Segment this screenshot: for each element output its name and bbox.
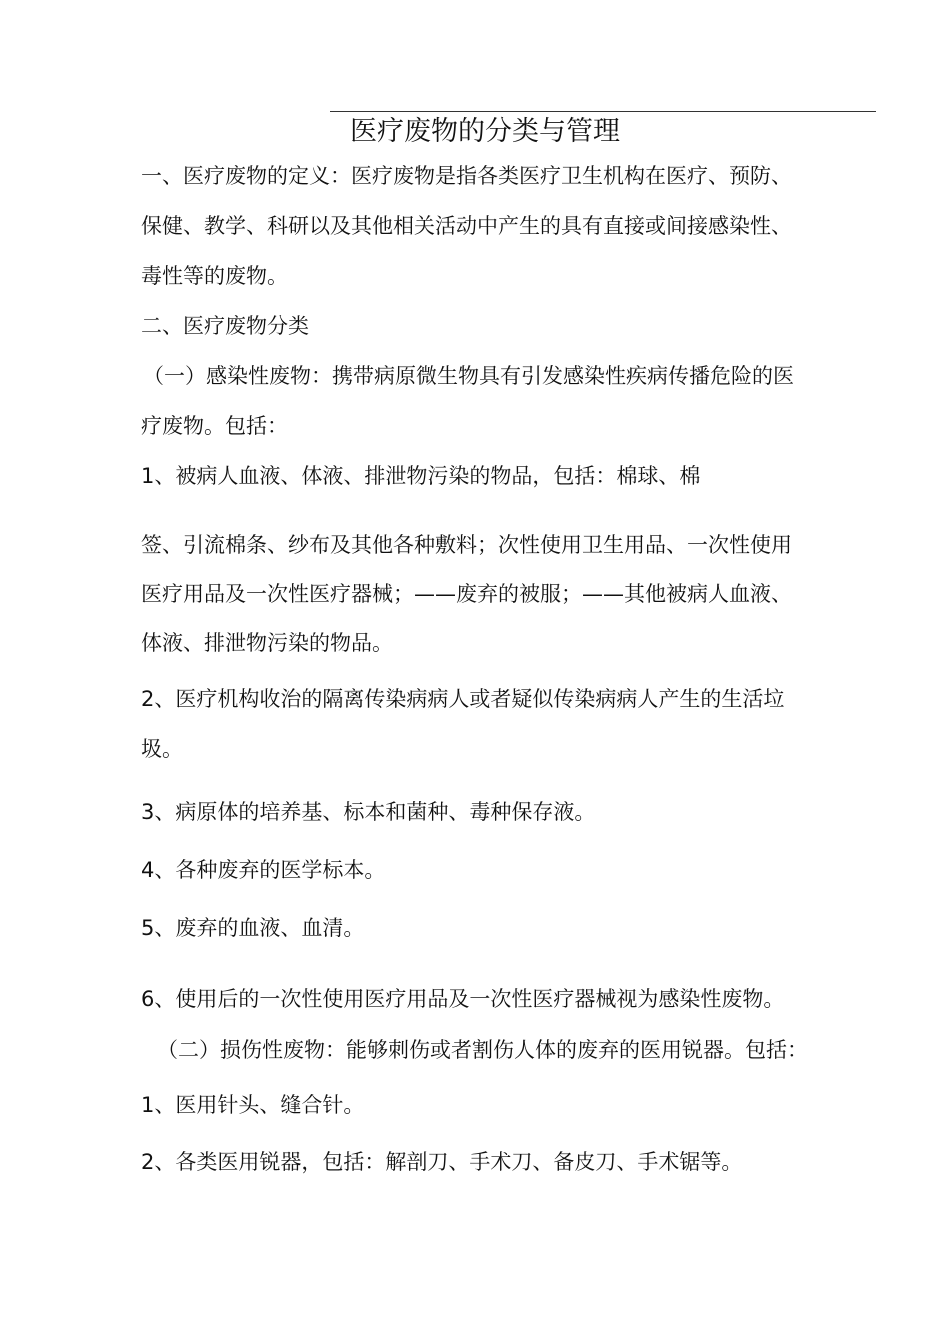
list-item-sharps-2: 2、各类医用锐器，包括：解剖刀、手术刀、备皮刀、手术锯等。 <box>141 1150 743 1174</box>
list-item-infectious-1b: 签、引流棉条、纱布及其他各种敷料；次性使用卫生用品、一次性使用 <box>141 533 792 557</box>
text-line-infectious-1: （一）感染性废物：携带病原微生物具有引发感染性疾病传播危险的医 <box>143 364 794 388</box>
list-item-infectious-5: 5、废弃的血液、血清。 <box>141 916 365 940</box>
list-item-infectious-6: 6、使用后的一次性使用医疗用品及一次性医疗器械视为感染性废物。 <box>141 987 785 1011</box>
text-line-definition-1: 一、医疗废物的定义：医疗废物是指各类医疗卫生机构在医疗、预防、 <box>141 164 792 188</box>
text-line-definition-3: 毒性等的废物。 <box>141 264 288 288</box>
list-item-infectious-2a: 2、医疗机构收治的隔离传染病病人或者疑似传染病病人产生的生活垃 <box>141 687 785 711</box>
document-title: 医疗废物的分类与管理 <box>350 116 620 147</box>
list-item-infectious-4: 4、各种废弃的医学标本。 <box>141 858 386 882</box>
text-line-infectious-2: 疗废物。包括： <box>141 414 288 438</box>
text-line-definition-2: 保健、教学、科研以及其他相关活动中产生的具有直接或间接感染性、 <box>141 214 792 238</box>
list-item-infectious-2b: 圾。 <box>141 737 183 761</box>
list-item-infectious-1d: 体液、排泄物污染的物品。 <box>141 631 393 655</box>
section-heading-classification: 二、医疗废物分类 <box>141 314 309 338</box>
list-item-sharps-1: 1、医用针头、缝合针。 <box>141 1093 365 1117</box>
list-item-infectious-1a: 1、被病人血液、体液、排泄物污染的物品，包括：棉球、棉 <box>141 464 701 488</box>
header-rule <box>330 111 876 112</box>
list-item-infectious-1c: 医疗用品及一次性医疗器械；——废弃的被服；——其他被病人血液、 <box>141 582 792 606</box>
text-line-sharps-heading: （二）损伤性废物：能够刺伤或者割伤人体的废弃的医用锐器。包括： <box>157 1038 808 1062</box>
list-item-infectious-3: 3、病原体的培养基、标本和菌种、毒种保存液。 <box>141 800 596 824</box>
